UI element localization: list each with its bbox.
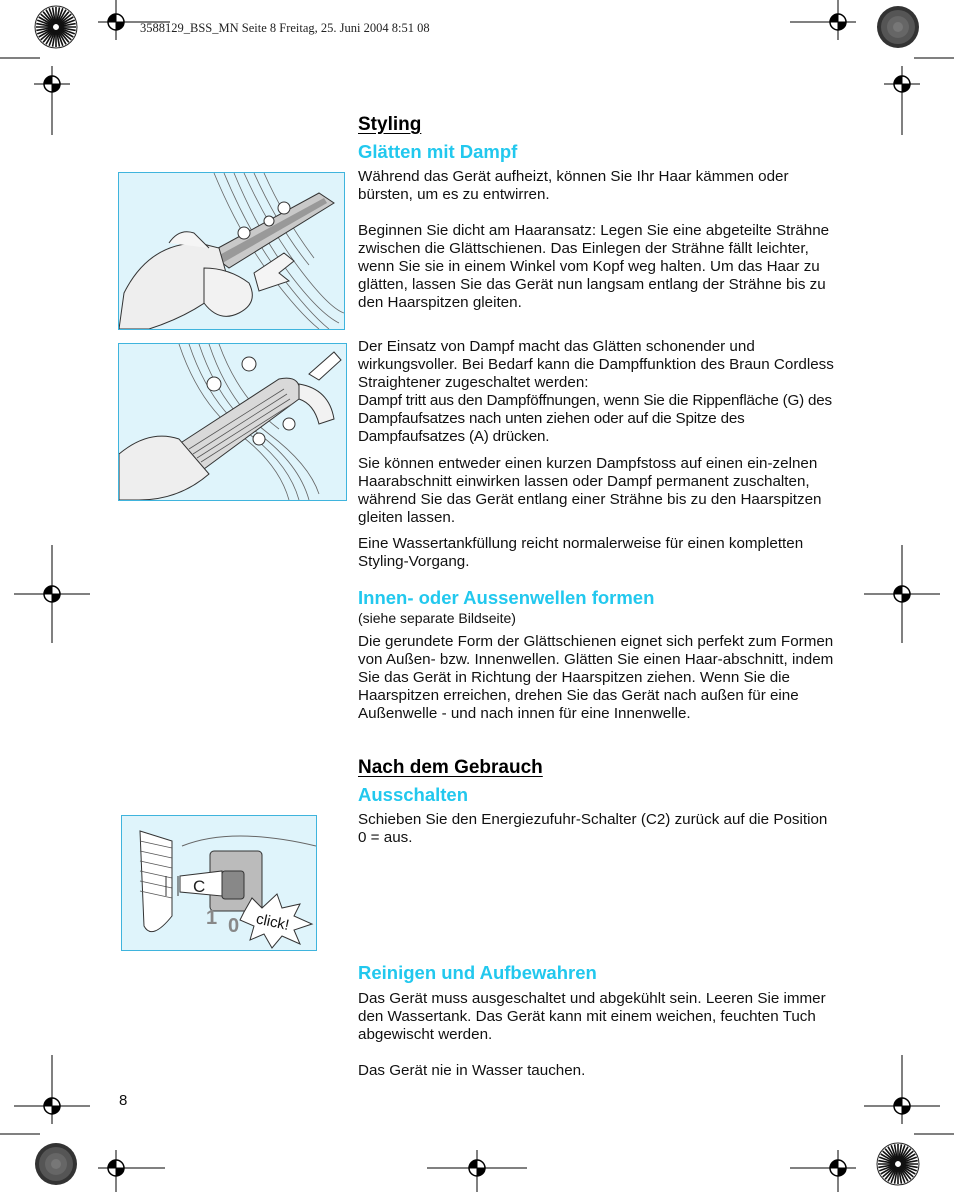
heading-wellen-formen: Innen- oder Aussenwellen formen xyxy=(358,587,655,608)
paragraph-warnung: Das Gerät nie in Wasser tauchen. xyxy=(358,1062,586,1079)
paragraph-dampf-einsatz: Der Einsatz von Dampf macht das Glätten schonender und wirkungsvoller. Bei Bedarf kann die Dampffunktion des Braun Cordless Straightener zugeschaltet werden: xyxy=(358,338,834,391)
label-c: C xyxy=(193,877,206,896)
figure-switch-off xyxy=(121,815,317,951)
figure-steam-function xyxy=(118,343,347,501)
heading-nach-dem-gebrauch: Nach dem Gebrauch xyxy=(358,757,543,778)
paragraph-ausschalten: Schieben Sie den Energiezufuhr-Schalter (C2) zurück auf die Position 0 = aus. xyxy=(358,811,828,846)
paragraph-dampfstoss: Sie können entweder einen kurzen Dampfstoss auf einen ein-zelnen Haarabschnitt einwirken lassen oder Dampf permanent zuschalten, während Sie das Gerät entlang einer Strähne bis zu den Haarspitzen gleiten lassen. xyxy=(358,455,822,526)
label-position-0: 0 xyxy=(228,915,240,937)
label-click: click! xyxy=(254,910,291,934)
page-number: 8 xyxy=(119,1092,128,1109)
heading-ausschalten: Ausschalten xyxy=(358,784,469,805)
paragraph-haaransatz: Beginnen Sie dicht am Haaransatz: Legen Sie eine abgeteilte Strähne zwischen die Glättschienen. Das Einlegen der Strähne fällt leichter, wenn Sie sie in einem Winkel vom Kopf weg halten. Um das Haar zu glätten, lassen Sie das Gerät nun langsam entlang der Strähne bis zu den Haarspitzen gleiten. xyxy=(358,222,830,311)
paragraph-aufheizen: Während das Gerät aufheizt, können Sie Ihr Haar kämmen oder bürsten, um es zu entwirren. xyxy=(358,168,789,203)
figure-straightening-with-hand xyxy=(118,172,345,330)
paragraph-wassertank: Eine Wassertankfüllung reicht normalerweise für einen kompletten Styling-Vorgang. xyxy=(358,535,804,570)
note-separate-bildseite: (siehe separate Bildseite) xyxy=(358,610,516,626)
heading-reinigen: Reinigen und Aufbewahren xyxy=(358,962,597,983)
label-position-1: 1 xyxy=(206,907,218,929)
print-header-line: 3588129_BSS_MN Seite 8 Freitag, 25. Juni 2004 8:51 08 xyxy=(140,21,430,35)
paragraph-wellen: Die gerundete Form der Glättschienen eignet sich perfekt zum Formen von Außen- bzw. Innenwellen. Glätten Sie einen Haar-abschnitt, indem Sie das Gerät in Richtung der Haarspitzen ziehen. Wenn Sie die Haarspitzen erreichen, drehen Sie das Gerät nach außen für eine Außenwelle - und nach innen für eine Innenwelle. xyxy=(358,633,834,722)
heading-glaetten-mit-dampf: Glätten mit Dampf xyxy=(358,141,518,162)
heading-styling: Styling xyxy=(358,114,422,135)
paragraph-dampfoeffnungen: Dampf tritt aus den Dampföffnungen, wenn Sie die Rippenfläche (G) des Dampfaufsatzes nach unten ziehen oder auf die Spitze des Dampfaufsatzes (A) drücken. xyxy=(358,392,832,445)
paragraph-reinigen: Das Gerät muss ausgeschaltet und abgekühlt sein. Leeren Sie immer den Wassertank. Das Gerät kann mit einem weichen, feuchten Tuch abgewischt werden. xyxy=(358,990,826,1043)
